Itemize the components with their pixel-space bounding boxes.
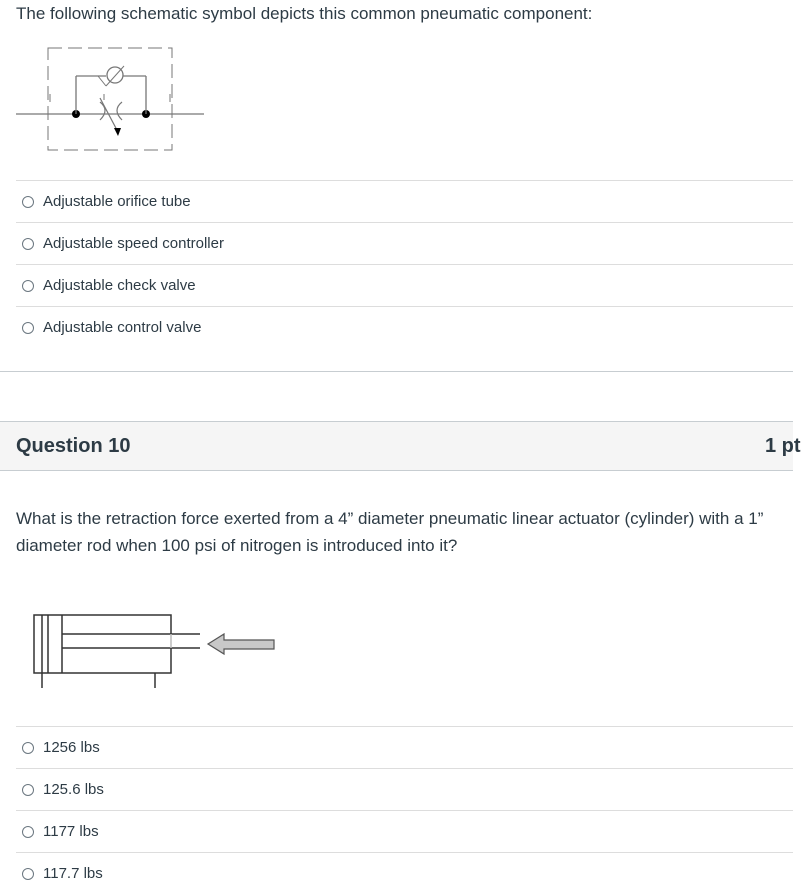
cylinder-diagram <box>28 610 280 692</box>
radio-icon[interactable] <box>22 742 34 754</box>
radio-icon[interactable] <box>22 784 34 796</box>
question-prompt: What is the retraction force exerted from a 4” diameter pneumatic linear actuator (cylinder) with a 1” diameter rod when 100 psi of nitrogen is introduced into it? <box>16 509 764 555</box>
radio-icon[interactable] <box>22 280 34 292</box>
answer-list-q9 <box>16 180 793 348</box>
question-divider <box>0 371 793 372</box>
answer-label: 117.7 lbs <box>43 865 103 882</box>
answer-label: 1256 lbs <box>43 739 100 756</box>
answer-label: Adjustable orifice tube <box>43 193 191 210</box>
question-points: 1 pt <box>765 435 801 457</box>
radio-icon[interactable] <box>22 238 34 250</box>
question-header <box>0 421 801 471</box>
answer-option[interactable] <box>16 852 793 894</box>
answer-label: 1177 lbs <box>43 823 99 840</box>
radio-icon[interactable] <box>22 322 34 334</box>
answer-option[interactable] <box>16 222 793 264</box>
answer-option[interactable] <box>16 726 793 768</box>
answer-label: Adjustable speed controller <box>43 235 224 252</box>
answer-option[interactable] <box>16 768 793 810</box>
question-title: Question 10 <box>16 435 131 457</box>
answer-label: Adjustable check valve <box>43 277 196 294</box>
radio-icon[interactable] <box>22 196 34 208</box>
answer-option[interactable] <box>16 264 793 306</box>
answer-list-q10 <box>16 726 793 894</box>
answer-label: Adjustable control valve <box>43 319 202 336</box>
flow-control-schematic <box>14 44 208 156</box>
answer-option[interactable] <box>16 180 793 222</box>
radio-icon[interactable] <box>22 826 34 838</box>
radio-icon[interactable] <box>22 868 34 880</box>
answer-option[interactable] <box>16 810 793 852</box>
answer-label: 125.6 lbs <box>43 781 104 798</box>
answer-option[interactable] <box>16 306 793 348</box>
question-prompt: The following schematic symbol depicts this common pneumatic component: <box>16 4 593 23</box>
